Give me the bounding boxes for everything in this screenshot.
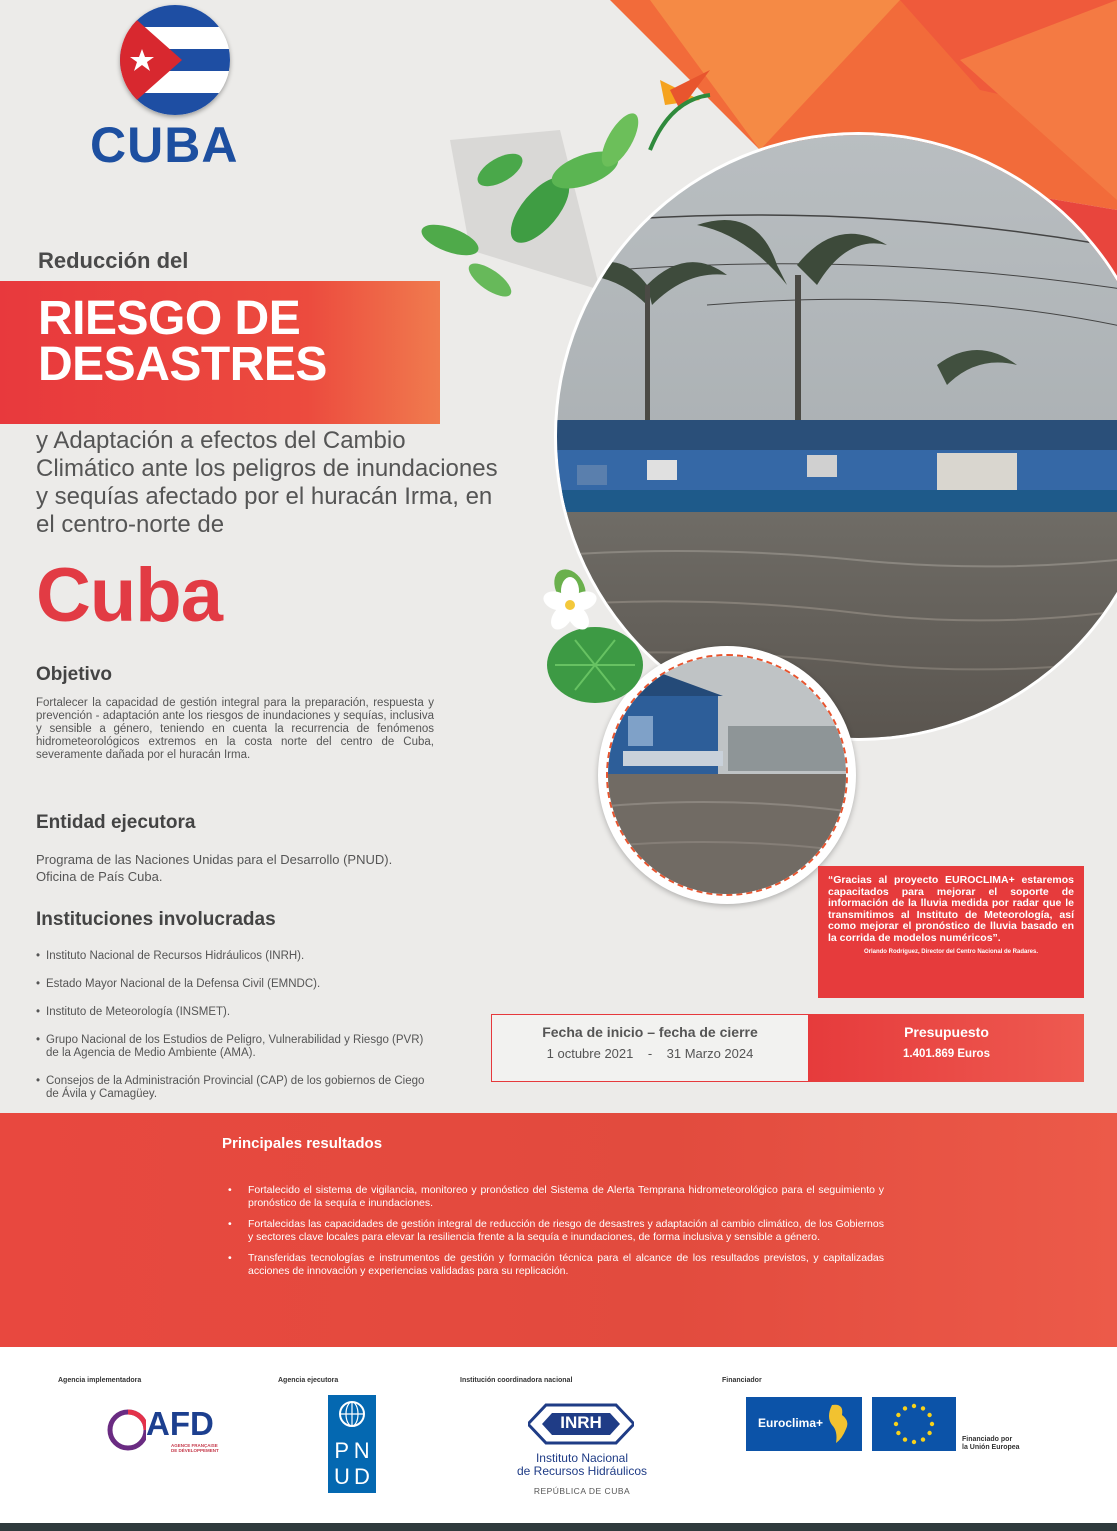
afd-logo-text: AFD: [146, 1405, 214, 1442]
flower-decoration: [525, 560, 665, 710]
quote-text: “Gracias al proyecto EUROCLIMA+ estaremos capacitados para mejorar el soporte de información de la lluvia medida por radar que le transmitimos al Instituto de Meteorología, así como mejorar el pronóstico de lluvia basado en la corrida de modelos numéricos”.: [828, 874, 1074, 944]
quote-box: [818, 866, 1084, 998]
entidad-heading: Entidad ejecutora: [36, 812, 196, 833]
afd-logo-subtitle: [171, 1443, 219, 1453]
list-item: • Fortalecido el sistema de vigilancia, monitoreo y pronóstico del Sistema de Alerta Temprana hidrometeorológico para el seguimiento y pronóstico de la sequía e inundaciones.: [228, 1184, 884, 1209]
dates-box: [491, 1014, 809, 1082]
cuba-flag-icon: [120, 5, 230, 115]
inrh-logo: [528, 1401, 634, 1447]
list-item: • Instituto Nacional de Recursos Hidráulicos (INRH).: [36, 950, 436, 963]
results-heading: Principales resultados: [222, 1135, 383, 1152]
budget-box: [809, 1014, 1084, 1082]
budget-value: 1.401.869 Euros: [903, 1048, 990, 1060]
eu-funding-line2: la Unión Europea: [962, 1444, 1020, 1451]
objetivo-heading: Objetivo: [36, 664, 113, 685]
pre-title: Reducción del: [38, 248, 189, 273]
label-financiador: Financiador: [722, 1377, 762, 1384]
list-item: • Grupo Nacional de los Estudios de Peligro, Vulnerabilidad y Riesgo (PVR) de la Agencia de Medio Ambiente (AMA).: [36, 1034, 436, 1060]
instituciones-list: [36, 950, 436, 1116]
inrh-republic: REPÚBLICA DE CUBA: [533, 1486, 631, 1496]
main-title: [38, 292, 438, 391]
afd-logo-icon: [106, 1404, 146, 1458]
undp-letter-d: D: [354, 1464, 370, 1489]
label-implementadora: Agencia implementadora: [58, 1377, 142, 1384]
list-item: • Instituto de Meteorología (INSMET).: [36, 1006, 436, 1019]
undp-letters-bottom: [328, 1464, 376, 1490]
undp-globe-icon: [328, 1395, 376, 1433]
euroclima-logo: [746, 1397, 862, 1451]
budget-title: Presupuesto: [904, 1024, 989, 1040]
list-item: • Estado Mayor Nacional de la Defensa Civil (EMNDC).: [36, 978, 436, 991]
date-end: 31 Marzo 2024: [666, 1046, 754, 1061]
undp-logo: [328, 1395, 376, 1493]
eu-funding-text: [962, 1436, 1020, 1452]
date-start: 1 octubre 2021: [546, 1046, 634, 1061]
afd-sub-line1: AGENCE FRANÇAISE: [171, 1443, 218, 1448]
inrh-name-line1: Instituto Nacional: [535, 1451, 629, 1465]
results-list: [228, 1184, 884, 1286]
quote-author: Orlando Rodríguez, Director del Centro Nacional de Radares.: [863, 949, 1039, 955]
undp-letters-top: [328, 1438, 376, 1464]
entidad-text: Programa de las Naciones Unidas para el Desarrollo (PNUD). Oficina de País Cuba.: [36, 852, 393, 884]
eu-flag-icon: [872, 1397, 956, 1451]
undp-letter-u: U: [334, 1464, 350, 1489]
subtitle: y Adaptación a efectos del Cambio Climático ante los peligros de inundaciones y sequías afectado por el huracán Irma, en el centro-norte de: [36, 427, 498, 538]
eu-funding-line1: Financiado por: [962, 1436, 1013, 1443]
list-item: • Consejos de la Administración Provincial (CAP) de los gobiernos de Ciego de Ávila y Camagüey.: [36, 1075, 436, 1101]
instituciones-heading: Instituciones involucradas: [36, 909, 276, 930]
americas-map-icon: [824, 1403, 858, 1445]
label-ejecutora: Agencia ejecutora: [278, 1377, 339, 1384]
euroclima-text: Euroclima+: [758, 1416, 824, 1430]
undp-letter-n: N: [353, 1438, 370, 1463]
inrh-name-line2: de Recursos Hidráulicos: [516, 1464, 648, 1478]
dates-title: Fecha de inicio – fecha de cierre: [542, 1024, 758, 1040]
label-coordinadora: Institución coordinadora nacional: [460, 1377, 573, 1384]
inrh-logo-text: INRH: [560, 1413, 602, 1432]
main-title-line2: DESASTRES: [38, 338, 327, 391]
dates-range: [492, 1046, 808, 1061]
footer-bottom-bar: [0, 1523, 1117, 1531]
main-title-line1: RIESGO DE: [38, 292, 301, 345]
date-separator: -: [647, 1046, 653, 1061]
brand-title: CUBA: [90, 117, 239, 173]
undp-letter-p: P: [334, 1438, 350, 1463]
list-item: • Fortalecidas las capacidades de gestión integral de reducción de riesgo de desastres y adaptación al cambio climático, de los Gobiernos y sectores clave locales para elevar la resiliencia frente a la sequía e inundaciones, de forma inclusiva y sensible a género.: [228, 1218, 884, 1243]
afd-sub-line2: DE DÉVELOPPEMENT: [171, 1448, 219, 1453]
list-item: • Transferidas tecnologías e instrumentos de gestión y formación técnica para el alcance de los resultados previstos, y capitalizadas acciones de innovación y experiencias validadas para su replicación.: [228, 1252, 884, 1277]
inrh-full-name: [500, 1452, 664, 1478]
country-title: Cuba: [36, 553, 222, 638]
objetivo-text: Fortalecer la capacidad de gestión integral para la preparación, respuesta y prevención - adaptación ante los riesgos de inundaciones y sequías, inclusiva y sensible a género, teniendo en cuenta la recurrencia de fenómenos hidrometeorológicos extremos en la costa norte del centro de Cuba, severamente dañada por el huracán Irma.: [36, 697, 434, 761]
